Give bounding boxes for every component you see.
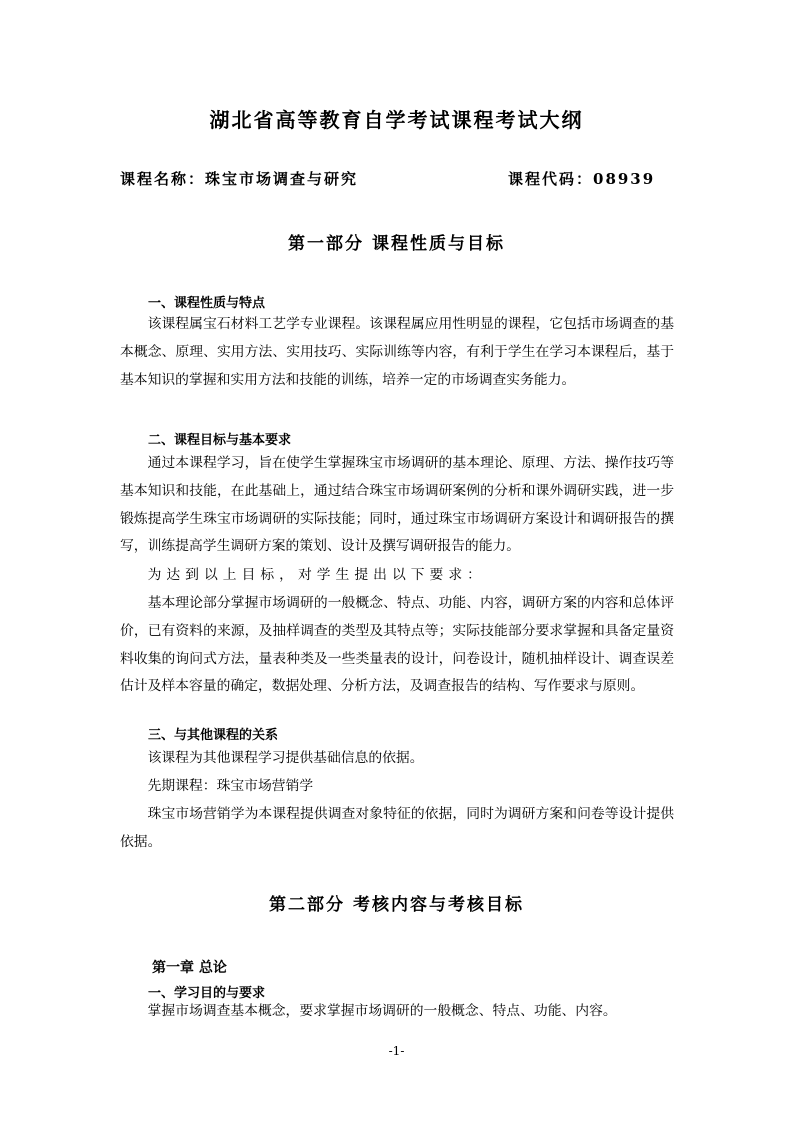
page-number: -1- xyxy=(388,1044,405,1058)
section3-paragraph-3: 珠宝市场营销学为本课程提供调查对象特征的依据，同时为调研方案和问卷等设计提供依据。 xyxy=(120,806,674,850)
document-title: 湖北省高等教育自学考试课程考试大纲 xyxy=(209,108,584,132)
section2-heading: 二、课程目标与基本要求 xyxy=(148,433,292,448)
chapter-section-heading: 一、学习目的与要求 xyxy=(148,986,266,1001)
section1-heading: 一、课程性质与特点 xyxy=(148,296,266,311)
section1-paragraph: 该课程属宝石材料工艺学专业课程。该课程属应用性明显的课程，它包括市场调查的基本概念、原理、实用方法、实用技巧、实际训练等内容，有利于学生在学习本课程后，基于基本知识的掌握和实用方法和技能的训练，培养一定的市场调查实务能力。 xyxy=(120,316,674,388)
chapter-heading: 第一章 总论 xyxy=(152,960,227,976)
course-code: 课程代码：08939 xyxy=(508,170,656,188)
part1-heading: 第一部分 课程性质与目标 xyxy=(288,234,505,254)
section3-heading: 三、与其他课程的关系 xyxy=(148,728,279,743)
section3-paragraph-2: 先期课程：珠宝市场营销学 xyxy=(147,778,314,794)
section2-paragraph-3: 基本理论部分掌握市场调研的一般概念、特点、功能、内容，调研方案的内容和总体评价，已有资料的来源，及抽样调查的类型及其特点等；实际技能部分要求掌握和具备定量资料收集的询问式方法，量表种类及一些类量表的设计，问卷设计，随机抽样设计、调查误差估计及样本容量的确定，数据处理、分析方法，及调查报告的结构、写作要求与原则。 xyxy=(120,595,674,695)
course-name: 课程名称：珠宝市场调查与研究 xyxy=(120,170,359,188)
section3-paragraph-1: 该课程为其他课程学习提供基础信息的依据。 xyxy=(147,750,424,766)
part2-heading: 第二部分 考核内容与考核目标 xyxy=(269,895,524,915)
section2-paragraph-1: 通过本课程学习，旨在使学生掌握珠宝市场调研的基本理论、原理、方法、操作技巧等基本知识和技能，在此基础上，通过结合珠宝市场调研案例的分析和课外调研实践，进一步锻炼提高学生珠宝市场调研的实际技能；同时，通过珠宝市场调研方案设计和调研报告的撰写，训练提高学生调研方案的策划、设计及撰写调研报告的能力。 xyxy=(120,455,674,555)
section2-paragraph-2: 为达到以上目标，对学生提出以下要求： xyxy=(147,567,486,583)
chapter-paragraph: 掌握市场调查基本概念，要求掌握市场调研的一般概念、特点、功能、内容。 xyxy=(147,1003,617,1019)
